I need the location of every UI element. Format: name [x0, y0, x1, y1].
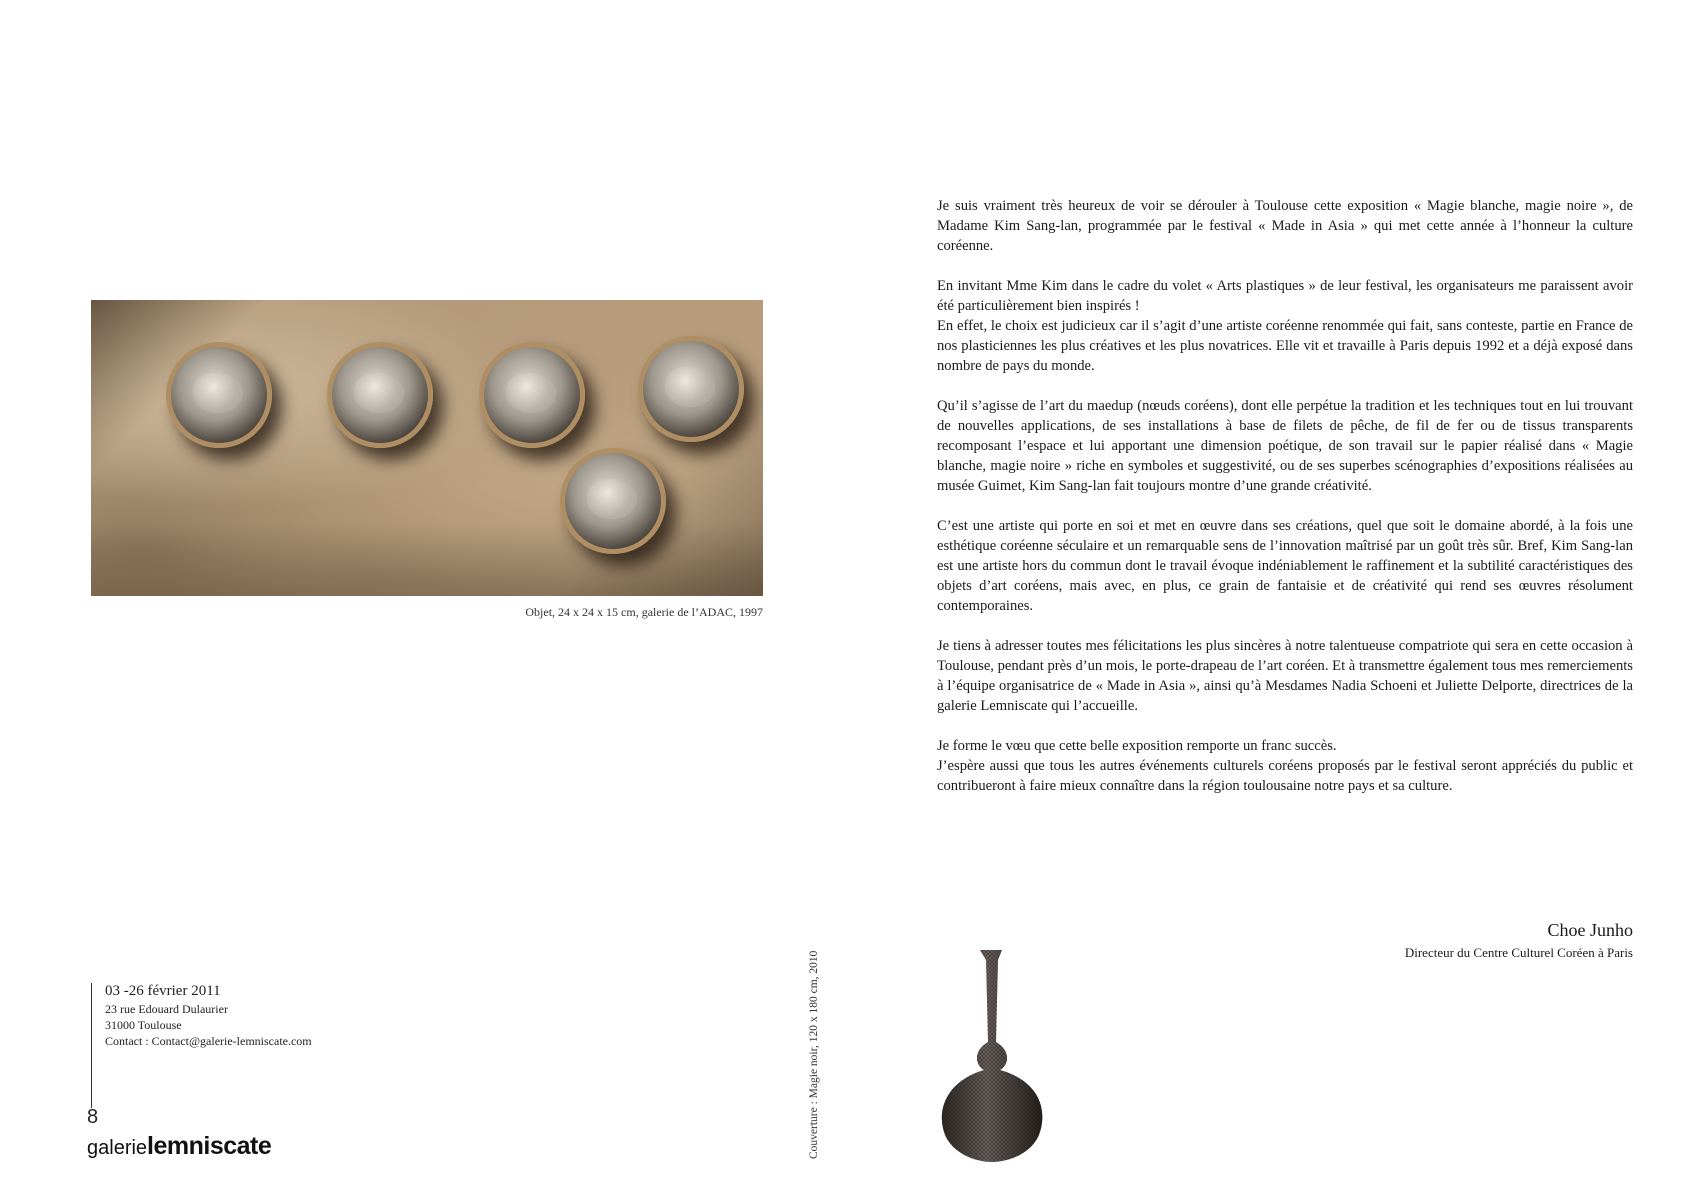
letter-paragraph: Je suis vraiment très heureux de voir se dérouler à Toulouse cette exposition « Magie blanche, magie noire », de Madame Kim Sang-lan, programmée par le festival « Made in Asia » qui met cette année à l’honneur la culture coréenne. [937, 198, 1633, 254]
knot-bowl [560, 448, 666, 554]
letter-paragraph: Je forme le vœu que cette belle exposition remporte un franc succès. J’espère aussi que tous les autres événements culturels coréens proposés par le festival seront appréciés du public et contribueront à faire mieux connaître dans la région toulousaine notre pays et sa culture. [937, 738, 1633, 794]
logo-light: galerie [87, 1137, 148, 1159]
gallery-contact: Contact : Contact@galerie-lemniscate.com [105, 1034, 312, 1048]
knot-bowl [479, 342, 585, 448]
exhibition-dates: 03 -26 février 2011 [105, 983, 221, 999]
gallery-city: 31000 Toulouse [105, 1018, 182, 1032]
letter-paragraph: C’est une artiste qui porte en soi et met en œuvre dans ses créations, quel que soit le domaine abordé, à la fois une esthétique coréenne séculaire et un remarquable sens de l’innovation maîtrisé par un goût très sûr. Bref, Kim Sang-lan est une artiste hors du commun dont le travail évoque indéniablement le raffinement et la subtilité caractéristiques des objets d’art coréens, mais avec, en plus, ce grain de fantaisie et de créativité qui rend ses œuvres résolument contemporaines. [937, 518, 1633, 614]
knot-bowl [166, 342, 272, 448]
logo-bold: lemniscate [147, 1132, 272, 1160]
page-number: 8 [87, 1106, 99, 1128]
info-divider [91, 983, 92, 1108]
letter-paragraph: Qu’il s’agisse de l’art du maedup (nœuds coréens), dont elle perpétue la tradition et les techniques tout en lui trouvant de nouvelles applications, de ses installations à base de filets de pêche, de fil de fer ou de tissus transparents recomposant l’espace et lui apportant une dimension poétique, de son travail sur le papier réalisé dans « Magie blanche, magie noire » riche en symboles et suggestivité, ou de ses superbes scénographies d’expositions réalisées au musée Guimet, Kim Sang-lan fait toujours montre d’une grande créativité. [937, 398, 1633, 494]
vase-artwork [936, 946, 1051, 1164]
letter-paragraph: En invitant Mme Kim dans le cadre du volet « Arts plastiques » de leur festival, les organisateurs me paraissent avoir été particulièrement bien inspirés ! En effet, le choix est judicieux car il s’agit d’une artiste coréenne renommée qui fait, sans conteste, partie en France de nos plasticiennes les plus créatives et les plus novatrices. Elle vit et travaille à Paris depuis 1992 et a déjà exposé dans nombre de pays du monde. [937, 278, 1633, 374]
signature-name: Choe Junho [1547, 920, 1633, 940]
letter-body [937, 196, 1633, 816]
gallery-address: 23 rue Edouard Dulaurier [105, 1002, 228, 1016]
photo-caption: Objet, 24 x 24 x 15 cm, galerie de l’ADAC, 1997 [525, 605, 763, 619]
cover-credit: Couverture : Magie noir, 120 x 180 cm, 2010 [808, 950, 820, 1159]
exhibition-info [105, 983, 312, 1049]
signature-title: Directeur du Centre Culturel Coréen à Paris [1404, 945, 1633, 960]
artwork-photo [91, 300, 763, 596]
knot-bowl [638, 336, 744, 442]
knot-bowl [327, 342, 433, 448]
gallery-logo [87, 1132, 271, 1161]
letter-paragraph: Je tiens à adresser toutes mes félicitations les plus sincères à notre talentueuse compatriote qui sera en cette occasion à Toulouse, pendant près d’un mois, le porte-drapeau de l’art coréen. Et à transmettre également tous mes remerciements à l’équipe organisatrice de « Made in Asia », ainsi qu’à Mesdames Nadia Schoeni et Juliette Delporte, directrices de la galerie Lemniscate qui l’accueille. [937, 638, 1633, 714]
